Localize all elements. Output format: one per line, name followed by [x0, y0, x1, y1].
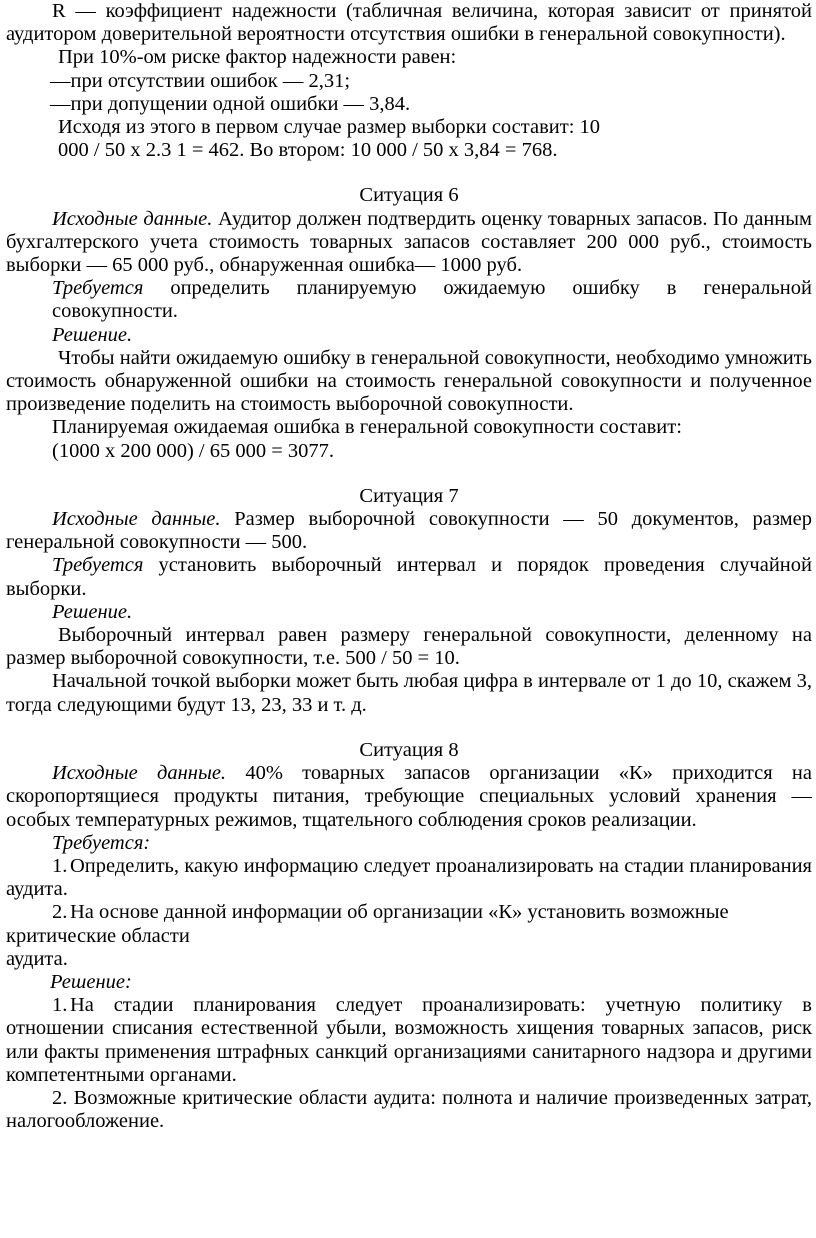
required-label: Требуется [52, 277, 144, 300]
task-1-number: 1. [52, 854, 68, 877]
required-label: Требуется [52, 554, 144, 577]
given-label: Исходные данные. [52, 207, 213, 230]
situation-8-answer-1 [6, 994, 812, 1087]
situation-8-task-2-line3: аудита. [6, 947, 68, 970]
situation-7-start-point: Начальной точкой выборки может быть любая цифра в интервале от 1 до 10, скажем 3, тогда следующими будут 13, 23, 33 и т. д. [6, 670, 812, 716]
task-1-text: Определить, какую информацию следует проанализировать на стадии планирования аудита. [6, 854, 812, 901]
answer-1-number: 1. [52, 994, 68, 1017]
situation-6-planned-line2: (1000 х 200 000) / 65 000 = 3077. [52, 439, 335, 462]
one-error-line: —при допущении одной ошибки — 3,84. [50, 92, 411, 115]
required-text: определить планируемую ожидаемую ошибку в генеральной совокупности. [52, 277, 812, 323]
document-page [6, 0, 812, 1133]
given-label: Исходные данные. [52, 762, 227, 785]
given-text: 40% товарных запасов организации «К» приходится на скоропортящиеся продукты питания, требующие специальных условий хранения — особых температурных режимов, тщательного соблюдения сроков реализации. [6, 762, 812, 831]
given-label: Исходные данные. [52, 508, 221, 531]
situation-8-task-2-line1 [6, 901, 812, 924]
situation-8-given [6, 762, 812, 832]
situation-7-solution-label: Решение. [52, 600, 133, 623]
situation-8-title: Ситуация 8 [359, 738, 459, 761]
required-text: установить выборочный интервал и порядок проведения случайной выборки. [6, 554, 812, 600]
situation-7-required [6, 554, 812, 600]
situation-8-required-label: Требуется: [52, 831, 151, 854]
situation-8-task-1 [6, 855, 812, 901]
situation-8-task-2-line2: критические области [6, 924, 190, 947]
situation-8-solution-label: Решение: [50, 970, 132, 993]
situation-7-given [6, 508, 812, 554]
answer-1-text: На стадии планирования следует проанализировать: учетную политику в отношении списания естественной убыли, возможность хищения товарных запасов, риск или факты применения штрафных санкций организациями санитарного надзора и другими компетентными органами. [6, 994, 812, 1086]
situation-6-title: Ситуация 6 [359, 184, 459, 207]
reliability-factor-line: При 10%-ом риске фактор надежности равен: [58, 46, 457, 69]
answer-2-number: 2. [52, 1086, 68, 1109]
r-coefficient-definition: R — коэффициент надежности (табличная величина, которая зависит от принятой аудитором доверительной вероятности отсутствия ошибки в генеральной совокупности). [6, 0, 812, 46]
sample-size-result-line2: 000 / 50 х 2.3 1 = 462. Во втором: 10 000 / 50 х 3,84 = 768. [58, 139, 558, 162]
situation-6-given [6, 208, 812, 278]
situation-7-solution-text: Выборочный интервал равен размеру генеральной совокупности, деленному на размер выборочной совокупности, т.е. 500 / 50 = 10. [6, 624, 812, 670]
situation-6-solution-text: Чтобы найти ожидаемую ошибку в генеральной совокупности, необходимо умножить стоимость обнаруженной ошибки на стоимость генеральной совокупности и полученное произведение поделить на стоимость выборочной совокупности. [6, 346, 812, 416]
task-2-number: 2. [52, 901, 68, 924]
no-errors-line: —при отсутствии ошибок — 2,31; [50, 69, 351, 92]
sample-size-result-line1: Исходя из этого в первом случае размер выборки составит: 10 [58, 116, 601, 139]
situation-8-answer-2 [6, 1087, 812, 1133]
answer-2-text: Возможные критические области аудита: полнота и наличие произведенных затрат, налогообложение. [6, 1086, 812, 1133]
given-text: Аудитор должен подтвердить оценку товарных запасов. По данным бухгалтерского учета стоимость товарных запасов составляет 200 000 руб., стоимость выборки — 65 000 руб., обнаруженная ошибка— 1000 руб. [6, 207, 813, 277]
situation-6-required [6, 277, 812, 323]
situation-6-solution-label: Решение. [52, 323, 133, 346]
given-text: Размер выборочной совокупности — 50 документов, размер генеральной совокупности — 500. [6, 508, 812, 554]
situation-7-title: Ситуация 7 [359, 484, 459, 507]
task-2-text: На основе данной информации об организации «К» установить возможные [70, 901, 729, 924]
situation-6-planned-line1: Планируемая ожидаемая ошибка в генеральной совокупности составит: [52, 416, 682, 439]
